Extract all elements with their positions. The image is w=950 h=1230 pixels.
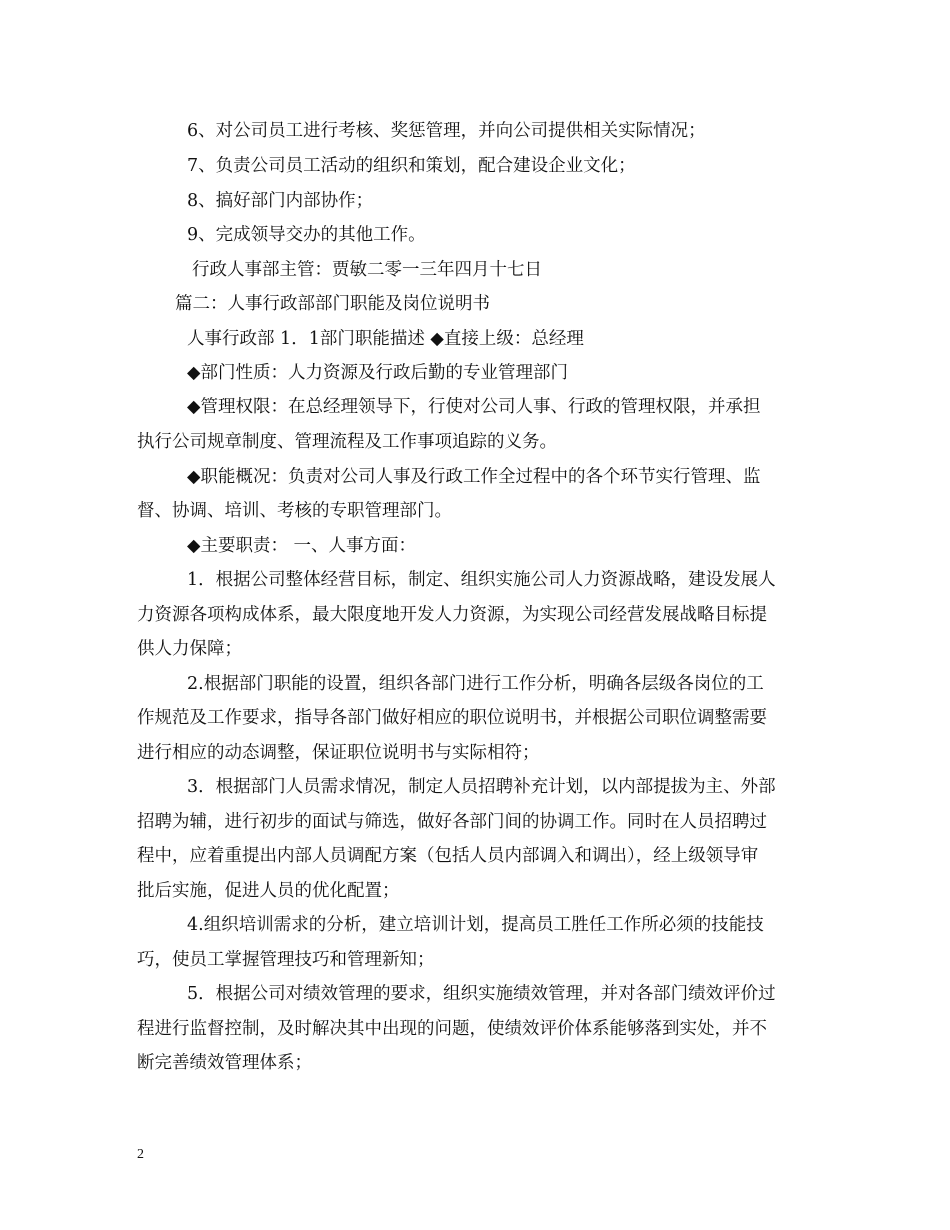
text-line: 5．根据公司对绩效管理的要求，组织实施绩效管理，并对各部门绩效评价过 xyxy=(187,984,776,1004)
text-line: 进行相应的动态调整，保证职位说明书与实际相符； xyxy=(137,743,540,763)
page-number: 2 xyxy=(137,1147,144,1162)
text-line: 6、对公司员工进行考核、奖惩管理，并向公司提供相关实际情况； xyxy=(187,121,706,141)
text-line: 作规范及工作要求，指导各部门做好相应的职位说明书，并根据公司职位调整需要 xyxy=(137,708,767,728)
text-line: 2.根据部门职能的设置，组织各部门进行工作分析，明确各层级各岗位的工 xyxy=(187,674,764,694)
text-line: 巧，使员工掌握管理技巧和管理新知； xyxy=(137,950,435,970)
text-line: ◆职能概况：负责对公司人事及行政工作全过程中的各个环节实行管理、监 xyxy=(187,467,761,487)
text-line: 3．根据部门人员需求情况，制定人员招聘补充计划，以内部提拔为主、外部 xyxy=(187,777,776,797)
text-line: ◆主要职责： 一、人事方面： xyxy=(187,536,417,556)
text-line: 8、搞好部门内部协作； xyxy=(187,191,374,211)
text-line: ◆管理权限：在总经理领导下，行使对公司人事、行政的管理权限，并承担 xyxy=(187,397,761,417)
text-line: 批后实施，促进人员的优化配置； xyxy=(137,881,400,901)
text-line: 断完善绩效管理体系； xyxy=(137,1053,312,1073)
text-line: 9、完成领导交办的其他工作。 xyxy=(187,225,426,245)
text-line: 人事行政部 1．1部门职能描述 ◆直接上级：总经理 xyxy=(187,329,584,349)
text-line: 4.组织培训需求的分析，建立培训计划，提高员工胜任工作所必须的技能技 xyxy=(187,915,764,935)
text-line: 供人力保障； xyxy=(137,639,242,659)
section-heading: 篇二：人事行政部部门职能及岗位说明书 xyxy=(175,294,490,314)
text-line: ◆部门性质：人力资源及行政后勤的专业管理部门 xyxy=(187,363,568,383)
text-line: 执行公司规章制度、管理流程及工作事项追踪的义务。 xyxy=(137,432,557,452)
text-line: 程中，应着重提出内部人员调配方案（包括人员内部调入和调出），经上级领导审 xyxy=(137,846,759,866)
text-line: 招聘为辅，进行初步的面试与筛选，做好各部门间的协调工作。同时在人员招聘过 xyxy=(137,812,767,832)
text-line: 7、负责公司员工活动的组织和策划，配合建设企业文化； xyxy=(187,156,636,176)
text-line: 力资源各项构成体系，最大限度地开发人力资源，为实现公司经营发展战略目标提 xyxy=(137,605,767,625)
text-line: 程进行监督控制，及时解决其中出现的问题，使绩效评价体系能够落到实处，并不 xyxy=(137,1019,767,1039)
text-line: 督、协调、培训、考核的专职管理部门。 xyxy=(137,501,452,521)
text-line: 1．根据公司整体经营目标，制定、组织实施公司人力资源战略，建设发展人 xyxy=(187,570,776,590)
text-line: 行政人事部主管：贾敏二零一三年四月十七日 xyxy=(192,260,542,280)
